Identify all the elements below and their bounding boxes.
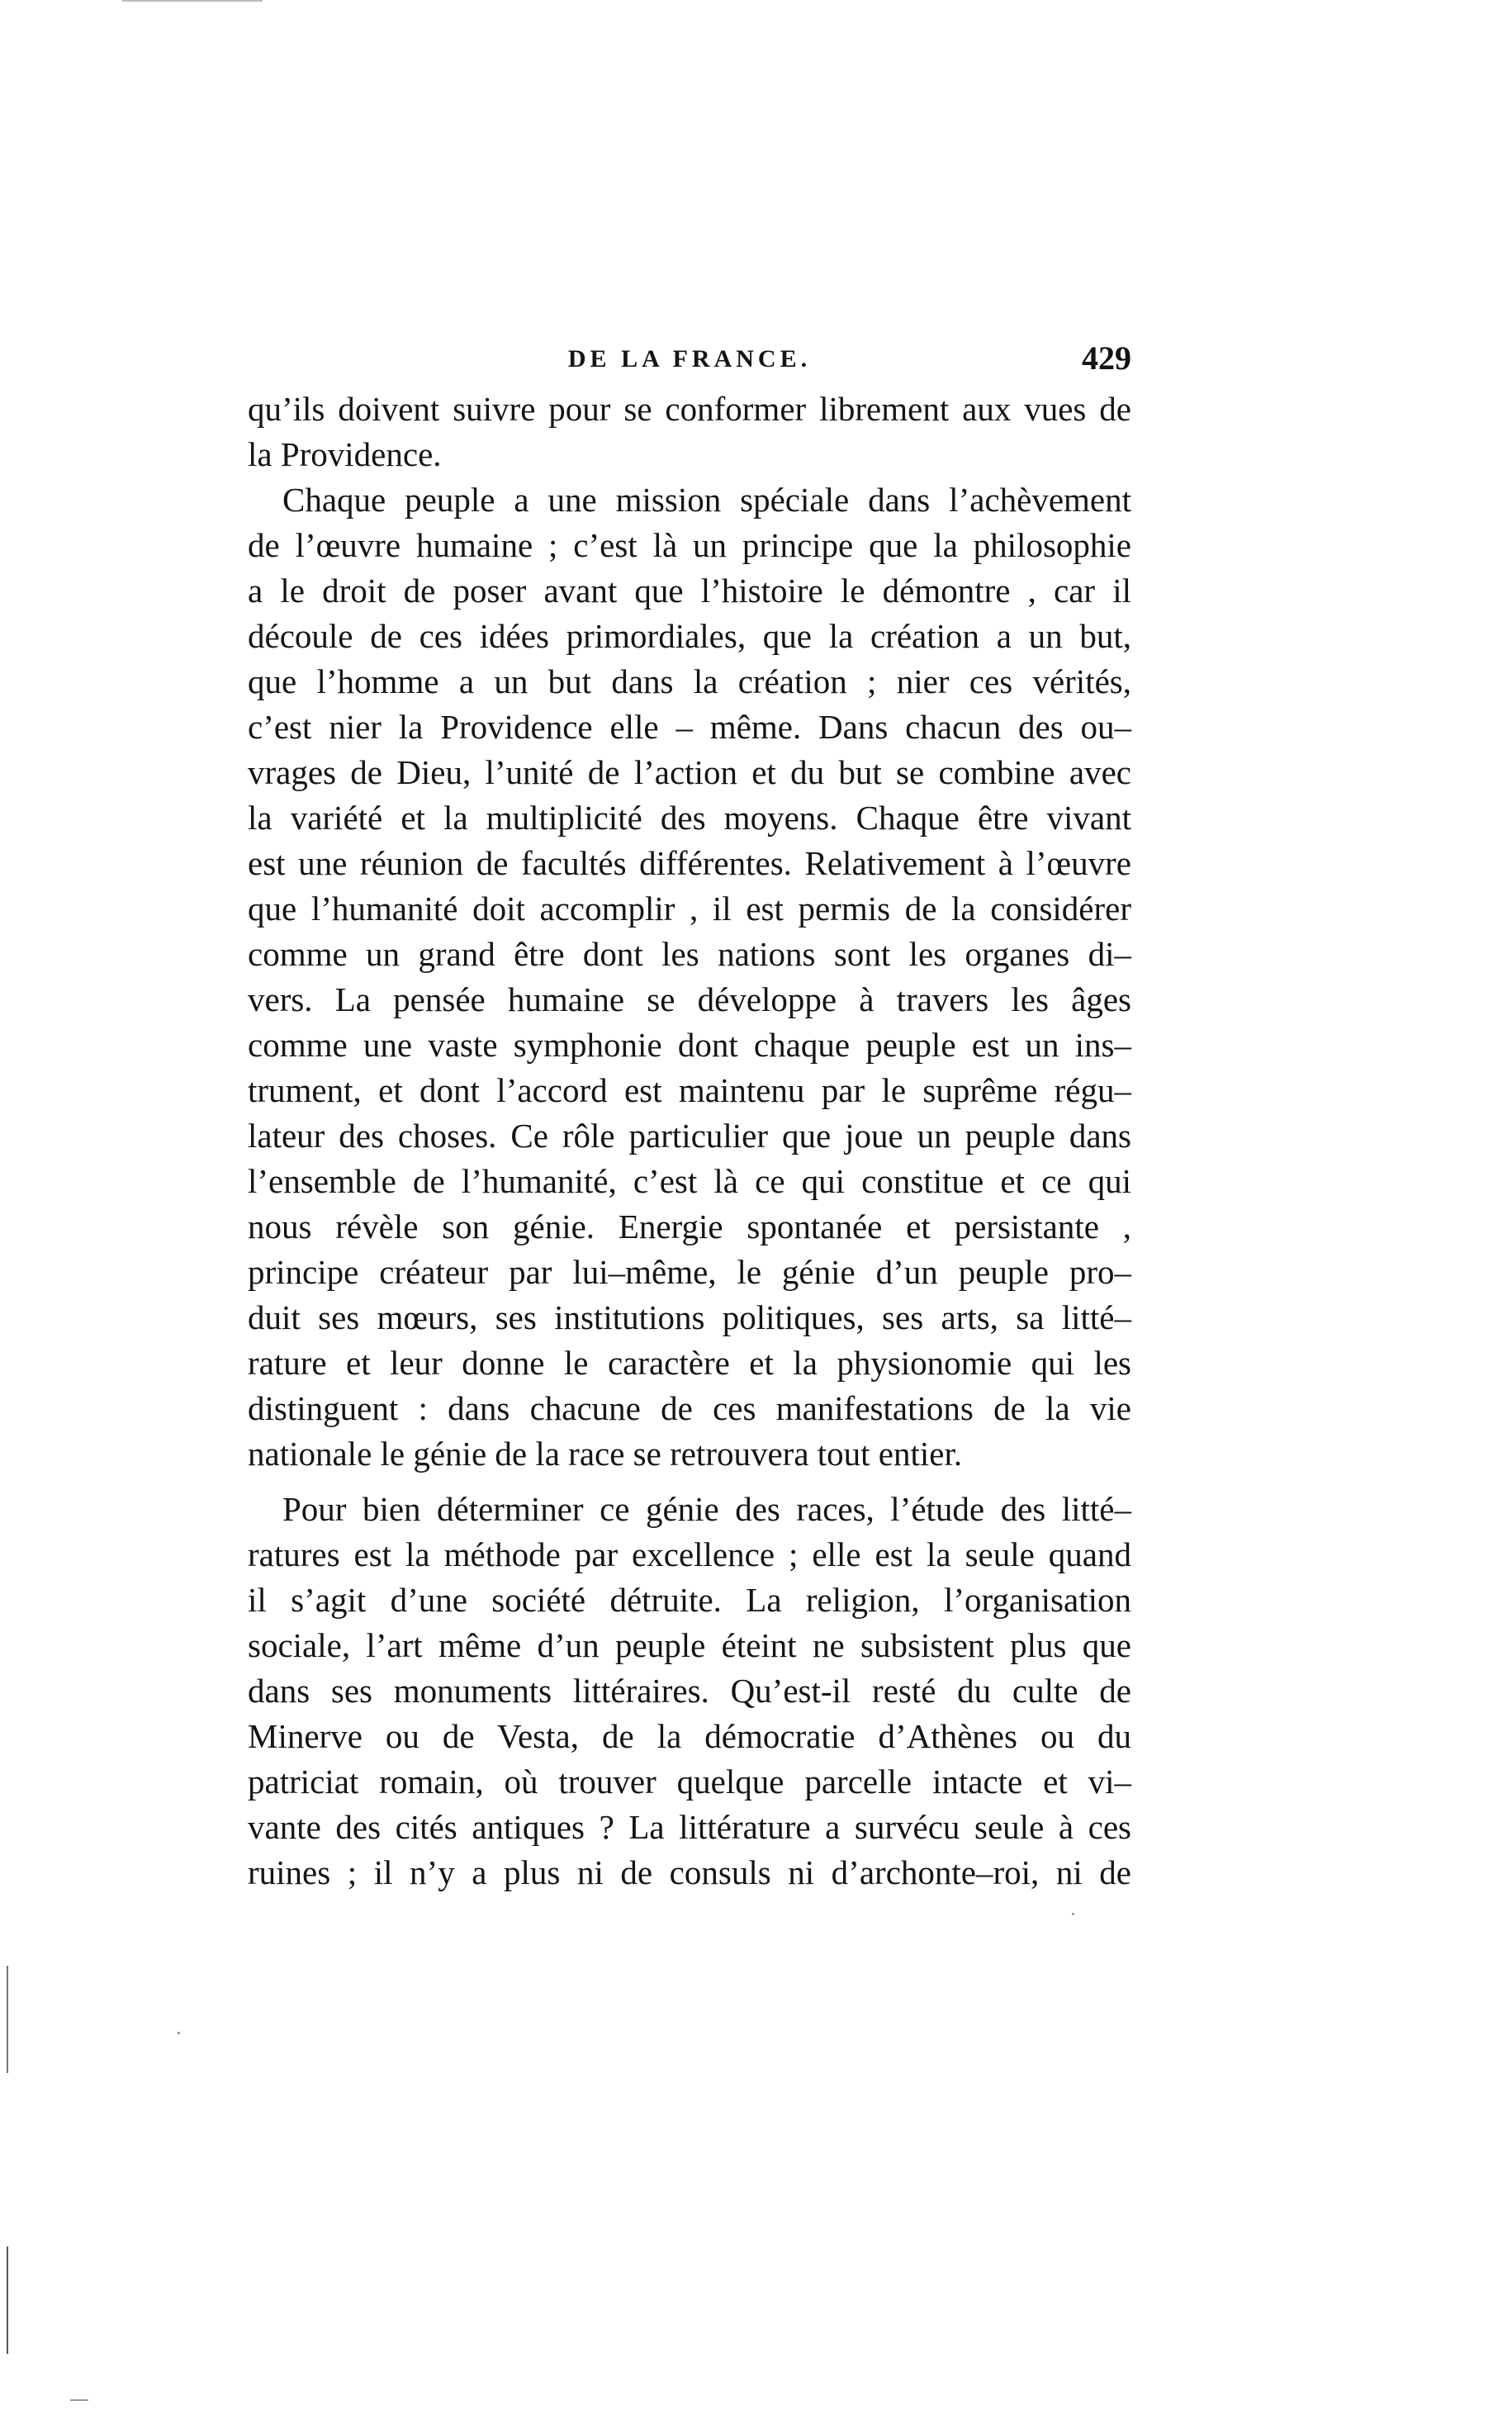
text-line: nationale le génie de la race se retrouvera tout entier. xyxy=(248,1435,963,1473)
text-line: duit ses mœurs, ses institutions politiques, ses arts, sa litté– xyxy=(248,1298,1131,1336)
text-line: sociale, l’art même d’un peuple éteint ne subsistent plus que xyxy=(248,1626,1131,1664)
text-line: de l’œuvre humaine ; c’est là un principe que la philosophie xyxy=(248,526,1131,564)
scan-artifact-left-edge xyxy=(7,1966,8,2073)
scan-artifact-top xyxy=(122,0,263,2)
scan-speck xyxy=(178,2032,180,2034)
text-line: vers. La pensée humaine se développe à travers les âges xyxy=(248,980,1131,1018)
paragraph-spacer xyxy=(248,1477,1131,1487)
text-line: Chaque peuple a une mission spéciale dans l’achèvement xyxy=(282,481,1131,519)
text-line: dans ses monuments littéraires. Qu’est-il resté du culte de xyxy=(248,1672,1131,1710)
text-line: la variété et la multiplicité des moyens. Chaque être vivant xyxy=(248,799,1131,837)
text-line: que l’humanité doit accomplir , il est permis de la considérer xyxy=(248,890,1131,928)
paragraph-mission xyxy=(248,477,1131,1477)
text-line: nous révèle son génie. Energie spontanée et persistante , xyxy=(248,1208,1131,1245)
text-line: comme une vaste symphonie dont chaque peuple est un ins– xyxy=(248,1026,1131,1064)
text-line: trument, et dont l’accord est maintenu par le suprême régu– xyxy=(248,1071,1131,1109)
text-line: comme un grand être dont les nations sont les organes di– xyxy=(248,935,1131,973)
text-line: lateur des choses. Ce rôle particulier que joue un peuple dans xyxy=(248,1117,1131,1155)
text-line: est une réunion de facultés différentes. Relativement à l’œuvre xyxy=(248,844,1131,882)
running-title: DE LA FRANCE. xyxy=(567,345,812,372)
text-line: qu’ils doivent suivre pour se conformer librement aux vues de xyxy=(248,390,1131,428)
scan-artifact-bottom xyxy=(70,2399,88,2401)
text-line: vrages de Dieu, l’unité de l’action et du but se combine avec xyxy=(248,753,1131,791)
paragraph-literatures xyxy=(248,1487,1131,1895)
text-line: que l’homme a un but dans la création ; nier ces vérités, xyxy=(248,662,1131,700)
text-line: l’ensemble de l’humanité, c’est là ce qui constitue et ce qui xyxy=(248,1162,1131,1200)
running-head xyxy=(248,339,1131,385)
text-line: patriciat romain, où trouver quelque parcelle intacte et vi– xyxy=(248,1763,1131,1801)
text-line: découle de ces idées primordiales, que la création a un but, xyxy=(248,617,1131,655)
text-line: Pour bien déterminer ce génie des races, l’étude des litté– xyxy=(282,1490,1131,1528)
text-line: ratures est la méthode par excellence ; elle est la seule quand xyxy=(248,1535,1131,1573)
text-line: la Providence. xyxy=(248,435,442,473)
scan-artifact-left-edge-lower xyxy=(7,2247,8,2354)
text-line: c’est nier la Providence elle – même. Dans chacun des ou– xyxy=(248,708,1131,746)
body-text xyxy=(248,387,1131,1895)
text-line: Minerve ou de Vesta, de la démocratie d’Athènes ou du xyxy=(248,1717,1131,1755)
text-line: ruines ; il n’y a plus ni de consuls ni d’archonte–roi, ni de xyxy=(248,1853,1131,1891)
paragraph-continuation xyxy=(248,387,1131,477)
text-line: rature et leur donne le caractère et la physionomie qui les xyxy=(248,1344,1131,1382)
text-line: distinguent : dans chacune de ces manifestations de la vie xyxy=(248,1389,1131,1427)
scan-speck xyxy=(1072,1913,1074,1915)
text-line: a le droit de poser avant que l’histoire le démontre , car il xyxy=(248,572,1131,610)
text-line: principe créateur par lui–même, le génie d’un peuple pro– xyxy=(248,1253,1131,1291)
text-line: vante des cités antiques ? La littérature a survécu seule à ces xyxy=(248,1808,1131,1846)
page-number: 429 xyxy=(1082,339,1131,377)
text-line: il s’agit d’une société détruite. La religion, l’organisation xyxy=(248,1581,1131,1619)
